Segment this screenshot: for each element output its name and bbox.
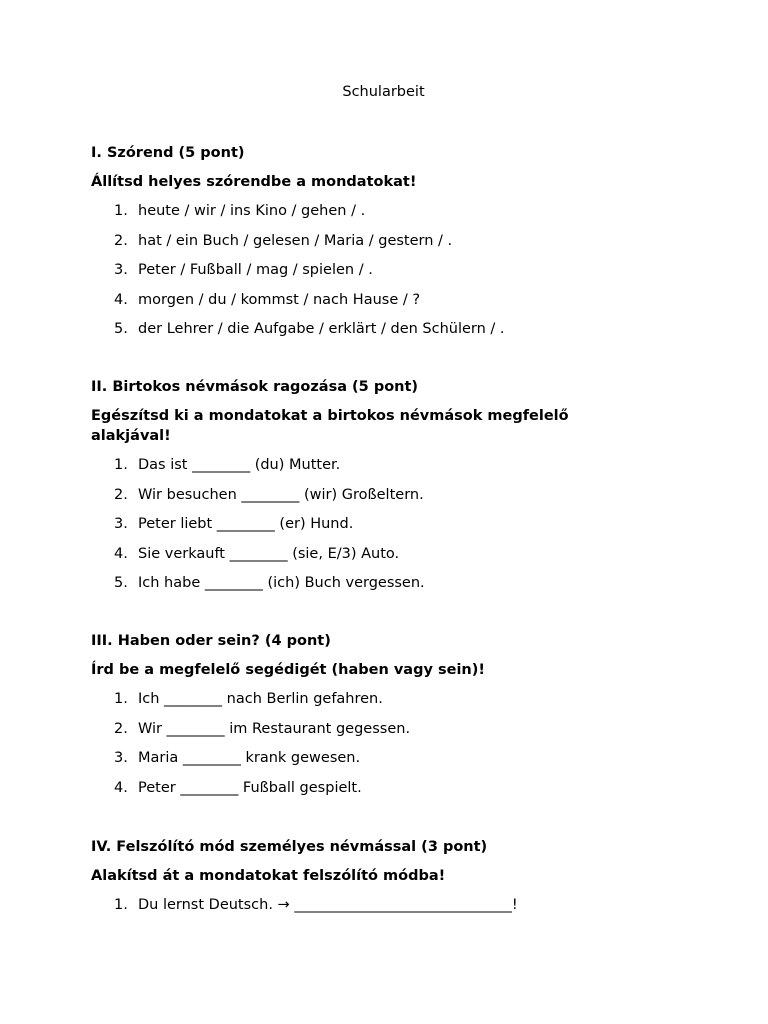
list-item: 1. Ich ________ nach Berlin gefahren. bbox=[114, 691, 383, 707]
section-heading: III. Haben oder sein? (4 pont) bbox=[91, 633, 331, 649]
list-item: 5. der Lehrer / die Aufgabe / erklärt / den Schülern / . bbox=[114, 321, 505, 337]
list-item: 4. morgen / du / kommst / nach Hause / ? bbox=[114, 291, 421, 308]
section-instruction: Állítsd helyes szórendbe a mondatokat! bbox=[91, 174, 417, 190]
section-instruction: Egészítsd ki a mondatokat a birtokos névmások megfelelő alakjával! bbox=[91, 408, 569, 444]
section-3 bbox=[91, 631, 651, 807]
list-item: 4. Peter ________ Fußball gespielt. bbox=[114, 779, 362, 796]
exercise-list bbox=[91, 455, 651, 603]
list-item: 1. Das ist ________ (du) Mutter. bbox=[114, 457, 341, 473]
list-item: 1. Du lernst Deutsch. → ______________________________! bbox=[114, 897, 518, 913]
list-item: 3. Peter / Fußball / mag / spielen / . bbox=[114, 262, 373, 278]
list-item: 1. heute / wir / ins Kino / gehen / . bbox=[114, 203, 366, 219]
section-instruction: Írd be a megfelelő segédigét (haben vagy sein)! bbox=[91, 662, 485, 678]
list-item: 2. Wir ________ im Restaurant gegessen. bbox=[114, 720, 411, 737]
section-1 bbox=[91, 143, 651, 349]
list-item: 4. Sie verkauft ________ (sie, E/3) Auto. bbox=[114, 545, 400, 562]
section-4 bbox=[91, 837, 651, 925]
section-heading: I. Szórend (5 pont) bbox=[91, 145, 245, 161]
exercise-list bbox=[91, 201, 651, 349]
exercise-list bbox=[91, 689, 651, 807]
section-2 bbox=[91, 377, 651, 603]
list-item: 3. Peter liebt ________ (er) Hund. bbox=[114, 516, 354, 532]
section-heading: IV. Felszólító mód személyes névmással (3 pont) bbox=[91, 839, 488, 855]
document-title: Schularbeit bbox=[342, 84, 425, 100]
list-item: 2. Wir besuchen ________ (wir) Großeltern. bbox=[114, 486, 424, 503]
list-item: 5. Ich habe ________ (ich) Buch vergessen. bbox=[114, 575, 425, 591]
exercise-list bbox=[91, 895, 651, 925]
section-heading: II. Birtokos névmások ragozása (5 pont) bbox=[91, 379, 419, 395]
list-item: 2. hat / ein Buch / gelesen / Maria / gestern / . bbox=[114, 232, 453, 249]
list-item: 3. Maria ________ krank gewesen. bbox=[114, 750, 361, 766]
section-instruction: Alakítsd át a mondatokat felszólító módba! bbox=[91, 868, 446, 884]
